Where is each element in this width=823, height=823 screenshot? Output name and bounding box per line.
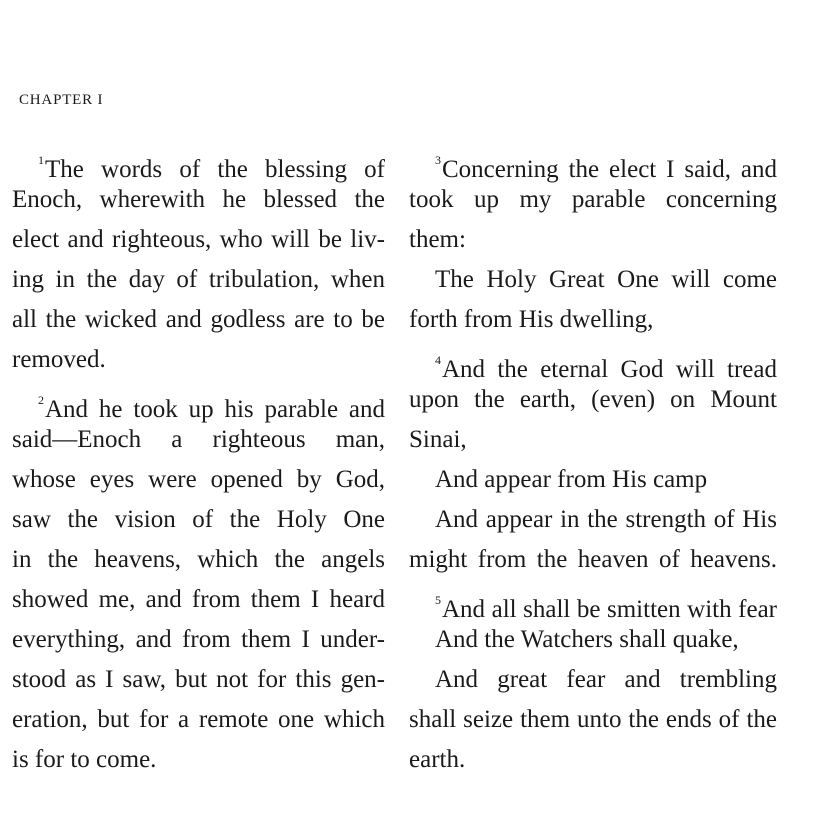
text-line: [12, 380, 385, 423]
text-line: And the Watchers shall quake,: [435, 626, 739, 653]
verse-number: 5: [435, 593, 441, 607]
text-line: And great fear and trembling: [435, 666, 777, 693]
text-line: [409, 340, 777, 383]
left-column: [12, 140, 385, 780]
line-text: And all shall be smitten with fear: [442, 596, 777, 623]
text-line: [409, 140, 777, 183]
text-line: shall seize them unto the ends of the: [409, 706, 777, 733]
text-line: said—Enoch a righteous man,: [12, 426, 385, 453]
text-line: forth from His dwelling,: [409, 306, 654, 333]
text-line: [12, 140, 385, 183]
text-line: everything, and from them I under-: [12, 626, 385, 653]
text-line: Enoch, wherewith he blessed the: [12, 186, 385, 213]
line-text: The words of the blessing of: [45, 156, 385, 183]
text-line: is for to come.: [12, 746, 157, 773]
verse-number: 1: [38, 153, 44, 167]
text-line: in the heavens, which the angels: [12, 546, 385, 573]
line-text: And he took up his parable and: [45, 396, 385, 423]
text-line: stood as I saw, but not for this gen-: [12, 666, 385, 693]
text-line: elect and righteous, who will be liv-: [12, 226, 385, 253]
text-line: all the wicked and godless are to be: [12, 306, 385, 333]
verse-number: 3: [435, 153, 441, 167]
text-line: earth.: [409, 746, 466, 773]
text-line: removed.: [12, 346, 106, 373]
text-line: showed me, and from them I heard: [12, 586, 385, 613]
verse-number: 2: [38, 393, 44, 407]
line-text: Concerning the elect I said, and: [442, 156, 777, 183]
text-line: whose eyes were opened by God,: [12, 466, 385, 493]
text-line: upon the earth, (even) on Mount: [409, 386, 777, 413]
text-line: saw the vision of the Holy One: [12, 506, 385, 533]
text-line: Sinai,: [409, 426, 467, 453]
text-line: [409, 580, 777, 623]
text-line: The Holy Great One will come: [435, 266, 777, 293]
text-line: eration, but for a remote one which: [12, 706, 385, 733]
line-text: And the eternal God will tread: [442, 356, 777, 383]
right-column: [409, 140, 777, 780]
text-line: took up my parable concerning: [409, 186, 777, 213]
verse-number: 4: [435, 353, 441, 367]
text-line: And appear in the strength of His: [435, 506, 777, 533]
chapter-heading: CHAPTER I: [19, 92, 104, 108]
text-line: might from the heaven of heavens.: [409, 546, 777, 573]
text-line: And appear from His camp: [435, 466, 708, 493]
text-line: them:: [409, 226, 466, 253]
text-line: ing in the day of tribulation, when: [12, 266, 385, 293]
